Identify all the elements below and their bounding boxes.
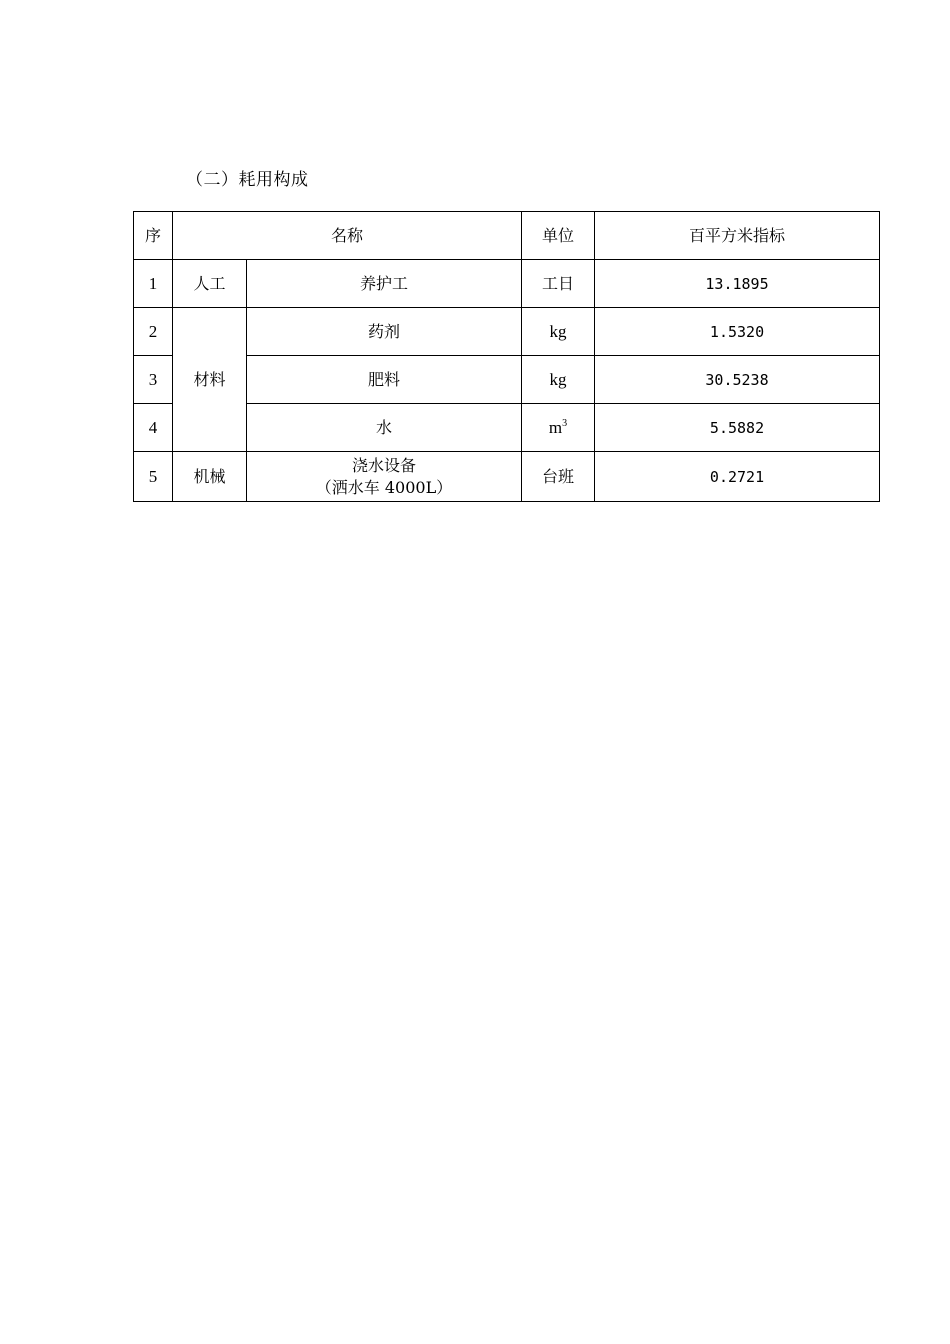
row-name: 肥料 [247, 356, 522, 404]
row-unit: 工日 [522, 260, 595, 308]
row-seq: 1 [134, 260, 173, 308]
header-unit: 单位 [522, 212, 595, 260]
row-value: 5.5882 [595, 404, 880, 452]
row-value: 30.5238 [595, 356, 880, 404]
row-value: 13.1895 [595, 260, 880, 308]
row-name-line2: （洒水车 4000L） [315, 477, 453, 497]
header-seq: 序 [134, 212, 173, 260]
row-name: 养护工 [247, 260, 522, 308]
row-seq: 5 [134, 452, 173, 502]
table-row [134, 308, 880, 356]
row-unit: kg [522, 308, 595, 356]
row-category: 材料 [173, 308, 247, 452]
table-row [134, 452, 880, 502]
row-category: 人工 [173, 260, 247, 308]
row-name-line1: 浇水设备 [352, 455, 417, 475]
row-name: 药剂 [247, 308, 522, 356]
unit-superscript: 3 [562, 417, 568, 429]
row-seq: 3 [134, 356, 173, 404]
header-index: 百平方米指标 [595, 212, 880, 260]
row-unit: kg [522, 356, 595, 404]
consumption-table [133, 211, 880, 502]
row-value: 0.2721 [595, 452, 880, 502]
row-unit: 台班 [522, 452, 595, 502]
table-header-row [134, 212, 880, 260]
row-name: 水 [247, 404, 522, 452]
header-name: 名称 [173, 212, 522, 260]
row-name [247, 452, 522, 502]
table-row [134, 260, 880, 308]
row-seq: 2 [134, 308, 173, 356]
row-unit [522, 404, 595, 452]
row-category: 机械 [173, 452, 247, 502]
section-title: （二）耗用构成 [186, 170, 309, 190]
row-value: 1.5320 [595, 308, 880, 356]
unit-base: m [548, 417, 563, 437]
row-seq: 4 [134, 404, 173, 452]
